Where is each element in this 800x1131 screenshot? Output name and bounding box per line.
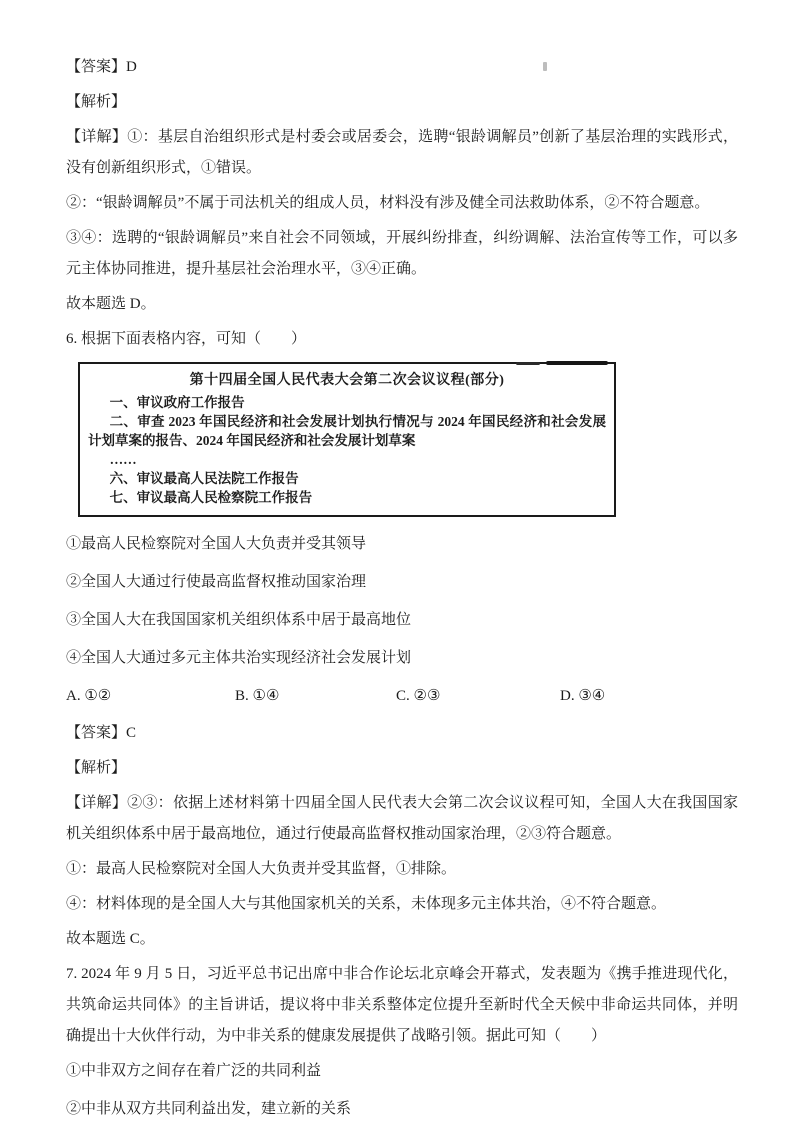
agenda-item: 七、审议最高人民检察院工作报告	[109, 490, 313, 505]
q5-detail-paragraph: 【详解】①：基层自治组织形式是村委会或居委会，选聘“银龄调解员”创新了基层治理的实践形式，没有创新组织形式，①错误。	[66, 129, 738, 176]
scan-smudge-artifact	[516, 362, 540, 365]
q6-statement-1: ①最高人民检察院对全国人大负责并受其领导	[66, 536, 367, 552]
q6-analysis-label: 【解析】	[66, 760, 127, 776]
agenda-item: 六、审议最高人民法院工作报告	[109, 471, 299, 486]
q6-statement-3: ③全国人大在我国国家机关组织体系中居于最高地位	[66, 612, 412, 628]
q5-answer-value: D	[126, 59, 137, 75]
q6-detail-paragraph: ④：材料体现的是全国人大与其他国家机关的关系，未体现多元主体共治，④不符合题意。	[66, 896, 667, 912]
q7-stem: 7. 2024 年 9 月 5 日，习近平总书记出席中非合作论坛北京峰会开幕式，发表题为《携手推进现代化，共筑命运共同体》的主旨讲话，提议将中非关系整体定位提升至新时代全天候中非命运共同体，并明确提出十大伙伴行动，为中非关系的健康发展提供了战略引领。据此可知（ ）	[66, 966, 738, 1044]
q6-option-a: A. ①②	[66, 688, 112, 704]
q6-option-b: B. ①④	[235, 688, 280, 704]
q6-options-row	[66, 681, 738, 712]
q5-answer-label: 【答案】	[66, 59, 127, 75]
q5-analysis-label: 【解析】	[66, 94, 127, 110]
q7-statement-1: ①中非双方之间存在着广泛的共同利益	[66, 1063, 322, 1079]
q5-answer-line	[66, 52, 738, 83]
q6-answer-value: C	[126, 725, 137, 741]
q7-statement-2: ②中非从双方共同利益出发，建立新的关系	[66, 1101, 352, 1117]
agenda-item-ellipsis: ……	[109, 452, 137, 467]
q6-detail-paragraph: ①：最高人民检察院对全国人大负责并受其监督，①排除。	[66, 861, 457, 877]
q6-option-d: D. ③④	[560, 688, 606, 704]
q6-conclusion: 故本题选 C。	[66, 931, 155, 947]
scan-speck-artifact	[543, 62, 547, 71]
q6-option-c: C. ②③	[396, 688, 441, 704]
q6-answer-label: 【答案】	[66, 725, 127, 741]
q6-stem: 6. 根据下面表格内容，可知（ ）	[66, 331, 307, 347]
q5-conclusion: 故本题选 D。	[66, 296, 156, 312]
q6-detail-paragraph: 【详解】②③：依据上述材料第十四届全国人民代表大会第二次会议议程可知，全国人大在我国国家机关组织体系中居于最高地位，通过行使最高监督权推动国家治理，②③符合题意。	[66, 795, 738, 842]
agenda-table-title: 第十四届全国人民代表大会第二次会议议程(部分)	[189, 373, 505, 388]
q5-detail-paragraph: ③④：选聘的“银龄调解员”来自社会不同领域，开展纠纷排查，纠纷调解、法治宣传等工作，可以多元主体协同推进，提升基层社会治理水平，③④正确。	[66, 230, 738, 277]
q6-statement-2: ②全国人大通过行使最高监督权推动国家治理	[66, 574, 367, 590]
agenda-item: 一、审议政府工作报告	[109, 395, 245, 410]
q6-agenda-table	[78, 362, 616, 517]
q6-statement-4: ④全国人大通过多元主体共治实现经济社会发展计划	[66, 650, 412, 666]
scan-smudge-artifact	[546, 361, 608, 365]
agenda-item: 二、审查 2023 年国民经济和社会发展计划执行情况与 2024 年国民经济和社会发展计划草案的报告、2024 年国民经济和社会发展计划草案	[88, 414, 606, 448]
q6-answer-line	[66, 718, 738, 749]
q5-detail-paragraph: ②：“银龄调解员”不属于司法机关的组成人员，材料没有涉及健全司法救助体系，②不符合题意。	[66, 195, 710, 211]
